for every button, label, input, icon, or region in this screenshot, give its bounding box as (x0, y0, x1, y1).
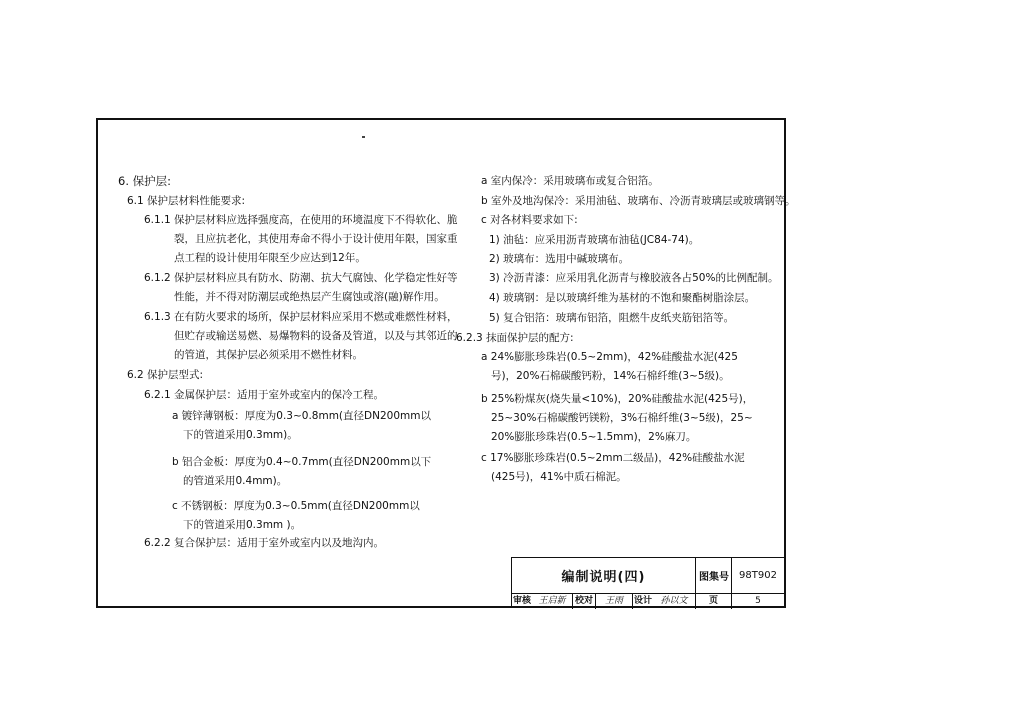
item-a-line2: 下的管道采用0.3mm)。 (183, 429, 298, 441)
section-6-1-3-line2: 但贮存或输送易燃、易爆物料的设备及管道，以及与其邻近的 (174, 330, 458, 342)
section-6-1-heading: 6.1 保护层材料性能要求: (127, 195, 246, 207)
atlas-label: 图集号 (695, 558, 732, 593)
section-6-1-2-line2: 性能，并不得对防潮层或绝热层产生腐蚀或溶(融)解作用。 (174, 291, 445, 303)
material-2: 2) 玻璃布：选用中碱玻璃布。 (489, 253, 630, 265)
formula-b-line3: 20%膨胀珍珠岩(0.5~1.5mm)，2%麻刀。 (491, 431, 697, 443)
formula-b-line2: 25~30%石棉碳酸钙镁粉，3%石棉纤维(3~5级)，25~ (491, 412, 753, 424)
check-label: 校对 (574, 596, 593, 606)
review-signature: 王启新 (538, 596, 566, 606)
formula-c-line1: c 17%膨胀珍珠岩(0.5~2mm二级品)，42%硅酸盐水泥 (481, 452, 745, 464)
title-row (512, 558, 784, 594)
design-signature: 孙以文 (660, 596, 688, 606)
material-4: 4) 玻璃钢：是以玻璃纤维为基材的不饱和聚酯树脂涂层。 (489, 292, 756, 304)
sheet-title: 编制说明(四) (561, 570, 646, 585)
item-b-line1: b 铝合金板：厚度为0.4~0.7mm(直径DN200mm以下 (172, 456, 432, 468)
section-6-heading: 6. 保护层: (118, 174, 172, 188)
material-3: 3) 冷沥青漆：应采用乳化沥青与橡胶液各占50%的比例配制。 (489, 272, 779, 284)
section-6-1-3-line3: 的管道，其保护层必须采用不燃性材料。 (174, 349, 363, 361)
item-b-line2: 的管道采用0.4mm)。 (183, 475, 288, 487)
formula-c-line2: (425号)，41%中质石棉泥。 (491, 471, 627, 483)
signature-row (512, 594, 784, 609)
formula-a-line2: 号)，20%石棉碳酸钙粉，14%石棉纤维(3~5级)。 (491, 370, 730, 382)
section-6-1-3-line1: 6.1.3 在有防火要求的场所，保护层材料应采用不燃或难燃性材料， (144, 311, 458, 323)
formula-b-line1: b 25%粉煤灰(烧失量<10%)，20%硅酸盐水泥(425号)， (481, 393, 754, 405)
section-6-1-2-line1: 6.1.2 保护层材料应具有防水、防潮、抗大气腐蚀、化学稳定性好等 (144, 272, 458, 284)
review-label: 审核 (512, 596, 531, 606)
section-6-1-1-line3: 点工程的设计使用年限至少应达到12年。 (174, 252, 366, 264)
section-6-2-3: 6.2.3 抹面保护层的配方: (456, 332, 574, 344)
material-5: 5) 复合铝箔：玻璃布铝箔，阻燃牛皮纸夹筋铝箔等。 (489, 312, 735, 324)
item-c-line1: c 不锈钢板：厚度为0.3~0.5mm(直径DN200mm以 (172, 500, 420, 512)
page-label: 页 (708, 596, 718, 606)
item-c-line2: 下的管道采用0.3mm )。 (183, 519, 302, 531)
right-item-c: c 对各材料要求如下: (481, 214, 578, 226)
material-1: 1) 油毡：应采用沥青玻璃布油毡(JC84-74)。 (489, 234, 700, 246)
section-6-2-1: 6.2.1 金属保护层：适用于室外或室内的保冷工程。 (144, 389, 385, 401)
right-item-a: a 室内保冷：采用玻璃布或复合铝箔。 (481, 175, 659, 187)
item-a-line1: a 镀锌薄钢板：厚度为0.3~0.8mm(直径DN200mm以 (172, 410, 431, 422)
section-6-1-1-line2: 裂，且应抗老化，其使用寿命不得小于设计使用年限，国家重 (174, 233, 458, 245)
formula-a-line1: a 24%膨胀珍珠岩(0.5~2mm)，42%硅酸盐水泥(425 (481, 351, 738, 363)
section-6-2-heading: 6.2 保护层型式: (127, 369, 204, 381)
check-signature: 王雨 (604, 596, 623, 606)
right-item-b: b 室外及地沟保冷：采用油毡、玻璃布、冷沥青玻璃层或玻璃钢等。 (481, 195, 796, 207)
page-number: 5 (755, 596, 761, 606)
design-label: 设计 (633, 596, 652, 606)
atlas-number: 98T902 (731, 558, 784, 593)
section-6-1-1-line1: 6.1.1 保护层材料应选择强度高，在使用的环境温度下不得软化、脆 (144, 214, 458, 226)
section-6-2-2: 6.2.2 复合保护层：适用于室外或室内以及地沟内。 (144, 537, 385, 549)
title-block (511, 557, 784, 608)
